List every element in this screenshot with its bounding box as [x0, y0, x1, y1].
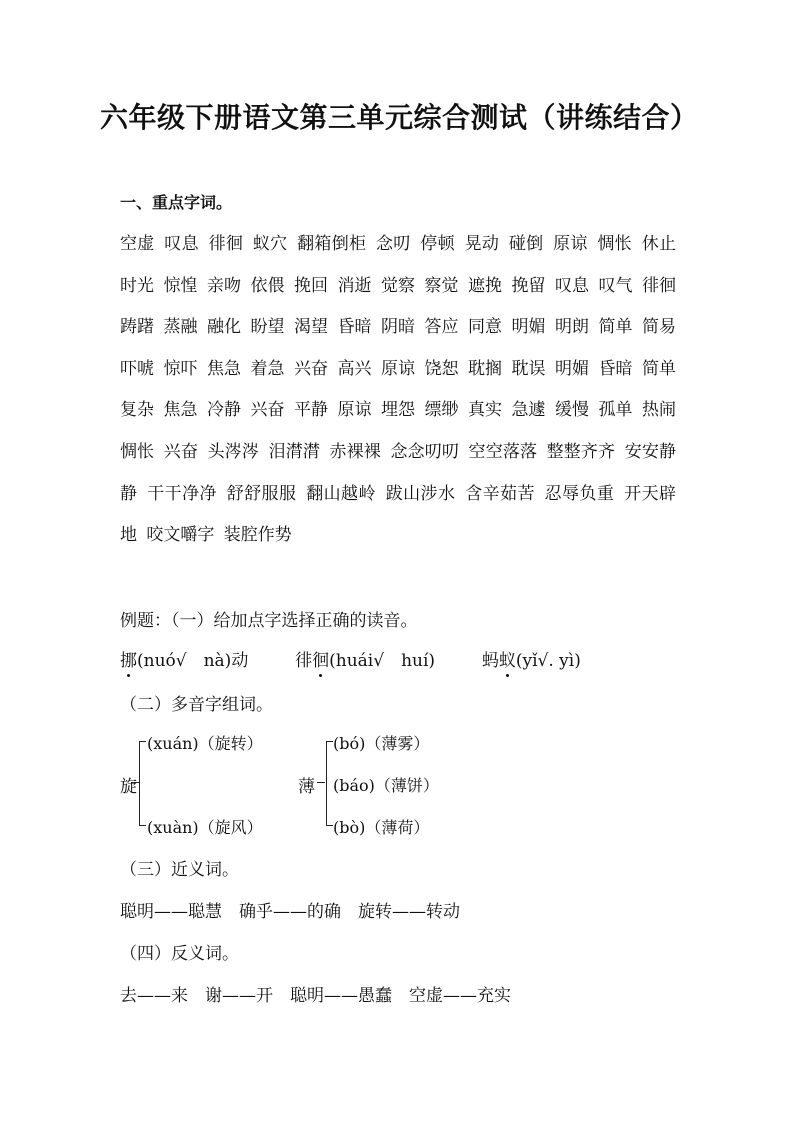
word-prefix: 徘 [295, 651, 313, 671]
word-prefix: 蚂 [481, 651, 499, 671]
brace-1 [139, 741, 146, 826]
polyphone-2-reading-2: (báo)（薄饼） [333, 776, 439, 795]
polyphone-char-2: 薄 [298, 777, 315, 797]
pinyin-question-line [120, 646, 581, 671]
dotted-char: 挪 [120, 646, 137, 671]
example-label: 例题：（一）给加点字选择正确的读音。 [120, 611, 418, 631]
polyphone-2-reading-1: (bó)（薄雾） [333, 734, 430, 753]
polyphone-heading: （二）多音字组词。 [120, 695, 273, 715]
word-2 [295, 651, 435, 671]
antonym-pairs: 去——来 谢——开 聪明——愚蠢 空虚——充实 [120, 986, 511, 1006]
dotted-char: 蚁 [499, 646, 516, 671]
word-options: (nuó√ nà)动 [137, 651, 249, 671]
word-1 [120, 651, 248, 671]
brace-2 [326, 741, 333, 826]
section-heading: 一、重点字词。 [120, 193, 233, 212]
page-title: 六年级下册语文第三单元综合测试（讲练结合） [100, 101, 699, 134]
antonym-heading: （四）反义词。 [120, 944, 239, 964]
dotted-char: 徊 [312, 646, 329, 671]
polyphone-2-reading-3: (bò)（薄荷） [333, 818, 430, 837]
synonym-heading: （三）近义词。 [120, 860, 239, 880]
brace-1-tick [131, 782, 139, 783]
synonym-pairs: 聪明——聪慧 确乎——的确 旋转——转动 [120, 902, 460, 922]
word-3 [482, 651, 581, 671]
polyphone-char-1: 旋 [120, 777, 137, 797]
word-options: (yǐ√. yì) [515, 651, 581, 671]
polyphone-1-reading-1: (xuán)（旋转） [147, 734, 263, 753]
brace-2-tick [317, 782, 325, 783]
polyphone-1-reading-2: (xuàn)（旋风） [147, 818, 263, 837]
vocabulary-list: 空虚 叹息 徘徊 蚁穴 翻箱倒柜 念叨 停顿 晃动 碰倒 原谅 惆怅 休止 时光 惊惶 亲吻 依偎 挽回 消逝 觉察 察觉 遮挽 挽留 叹息 叹气 徘徊 踌躇 蒸融 融化 盼望 渴望 昏暗 阴暗 答应 同意 明媚 明朗 简单 简易 吓唬 惊吓 焦急 着急 兴奋 高兴 原谅 饶恕 耽搁 耽误 明媚 昏暗 简单 复杂 焦急 冷静 兴奋 平静 原谅 埋怨 缥缈 真实 急遽 缓慢 孤单 热闹 惆怅 兴奋 头涔涔 泪潸潸 赤裸裸 念念叨叨 空空落落 整整齐齐 安安静静 干干净净 舒舒服服 翻山越岭 跋山涉水 含辛茹苦 忍辱负重 开天辟地 咬文嚼字 装腔作势 [120, 234, 676, 546]
word-options: (huái√ huí) [329, 651, 436, 671]
